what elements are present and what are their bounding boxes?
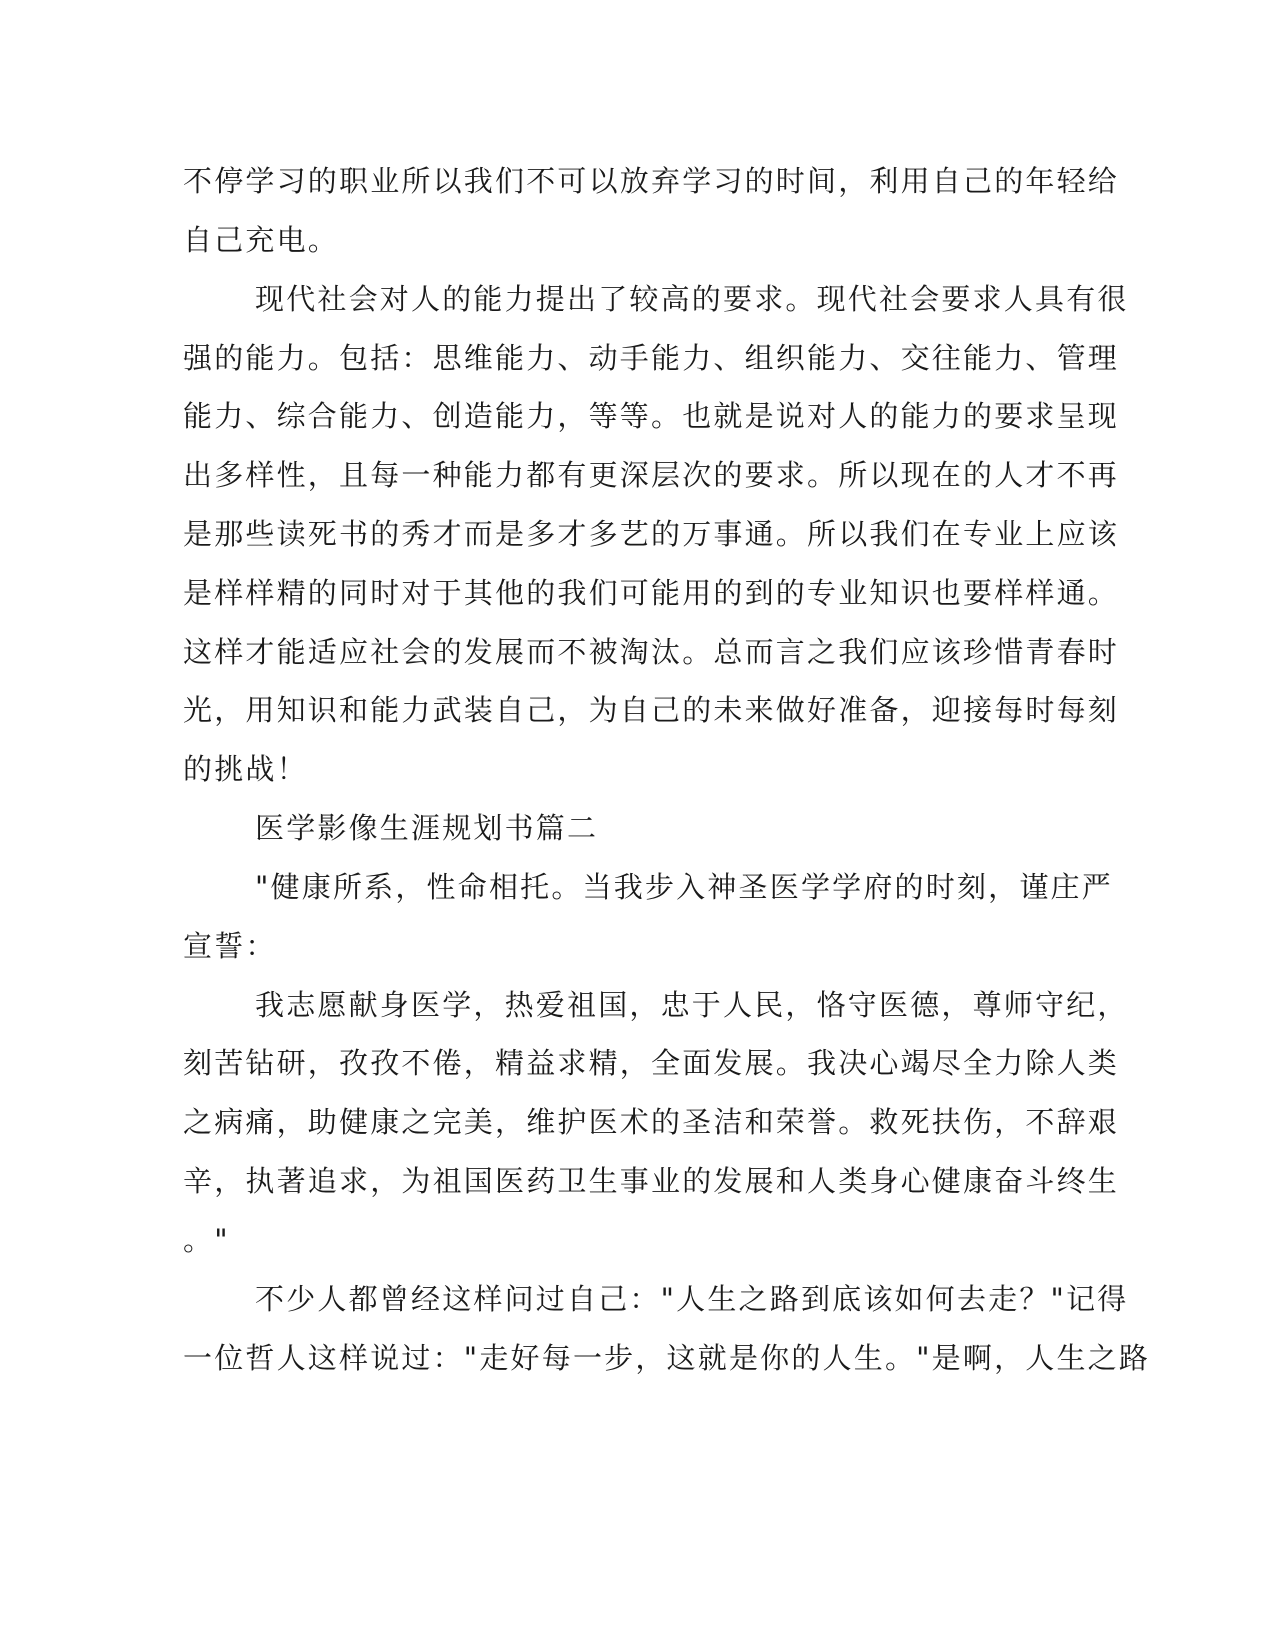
text-line: 宣誓：	[183, 929, 277, 963]
text-line: 刻苦钻研，孜孜不倦，精益求精，全面发展。我决心竭尽全力除人类	[183, 1046, 1120, 1080]
text-line: 是样样精的同时对于其他的我们可能用的到的专业知识也要样样通。	[183, 576, 1120, 610]
text-line: 能力、综合能力、创造能力，等等。也就是说对人的能力的要求呈现	[183, 399, 1120, 433]
text-line: 的挑战！	[183, 752, 308, 786]
paragraph-first-line: 现代社会对人的能力提出了较高的要求。现代社会要求人具有很	[255, 282, 1129, 316]
text-line: 不停学习的职业所以我们不可以放弃学习的时间，利用自己的年轻给	[183, 164, 1120, 198]
paragraph-first-line: 我志愿献身医学，热爱祖国，忠于人民，恪守医德，尊师守纪，	[255, 988, 1129, 1022]
text-line: 自己充电。	[183, 223, 340, 257]
text-line: 光，用知识和能力武装自己，为自己的未来做好准备，迎接每时每刻	[183, 693, 1120, 727]
text-line: 强的能力。包括：思维能力、动手能力、组织能力、交往能力、管理	[183, 341, 1120, 375]
paragraph-first-line: 不少人都曾经这样问过自己："人生之路到底该如何去走？"记得	[255, 1282, 1129, 1316]
text-line: 这样才能适应社会的发展而不被淘汰。总而言之我们应该珍惜青春时	[183, 635, 1120, 669]
text-line: 是那些读死书的秀才而是多才多艺的万事通。所以我们在专业上应该	[183, 517, 1120, 551]
text-line: 出多样性，且每一种能力都有更深层次的要求。所以现在的人才不再	[183, 458, 1120, 492]
text-line: 辛，执著追求，为祖国医药卫生事业的发展和人类身心健康奋斗终生	[183, 1164, 1120, 1198]
section-heading: 医学影像生涯规划书篇二	[255, 811, 599, 845]
text-line: 。"	[183, 1223, 230, 1257]
text-line: 之病痛，助健康之完美，维护医术的圣洁和荣誉。救死扶伤，不辞艰	[183, 1105, 1120, 1139]
text-line: 一位哲人这样说过："走好每一步，这就是你的人生。"是啊，人生之路	[183, 1341, 1151, 1375]
paragraph-first-line: "健康所系，性命相托。当我步入神圣医学学府的时刻，谨庄严	[255, 870, 1113, 904]
